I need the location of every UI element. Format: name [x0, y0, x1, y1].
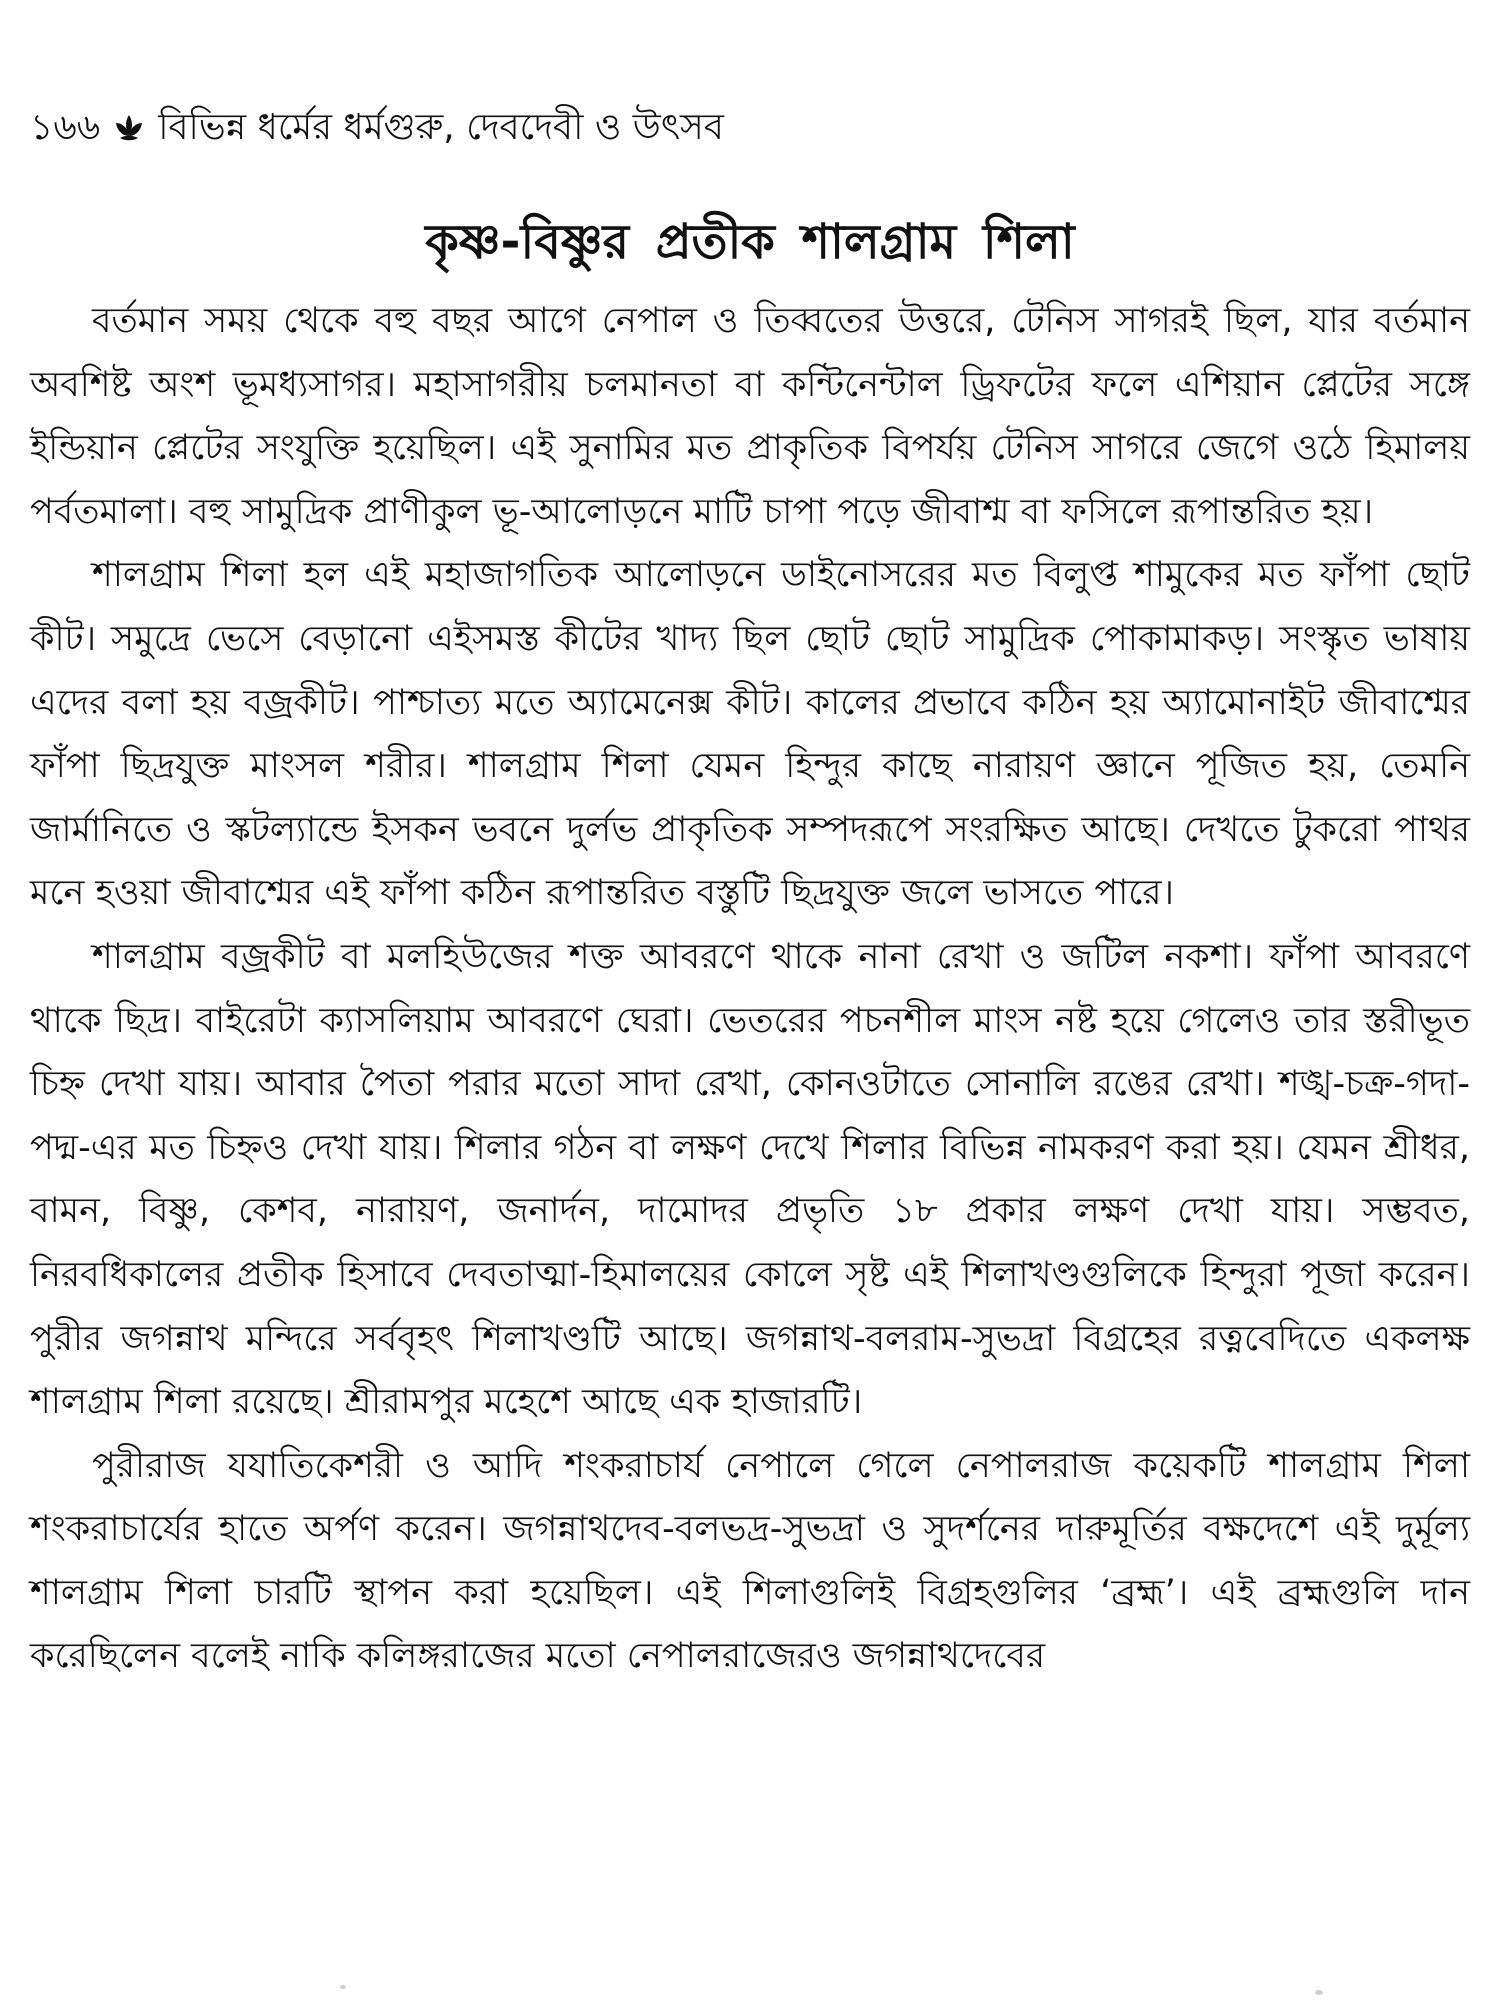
article-title: কৃষ্ণ-বিষ্ণুর প্রতীক শালগ্রাম শিলা	[425, 214, 1075, 270]
scan-smudge	[1315, 1990, 1323, 1995]
lotus-flower-icon	[112, 111, 146, 145]
running-head	[30, 100, 1470, 156]
book-title: বিভিন্ন ধর্মের ধর্মগুরু, দেবদেবী ও উৎসব	[158, 107, 724, 148]
page-number: ১৬৬	[30, 107, 101, 148]
paragraph: শালগ্রাম বজ্রকীট বা মলহিউজের শক্ত আবরণে থাকে নানা রেখা ও জটিল নকশা। ফাঁপা আবরণে থাকে ছিদ্র। বাইরেটা ক্যাসলিয়াম আবরণে ঘেরা। ভেতরের পচনশীল মাংস নষ্ট হয়ে গেলেও তার স্তরীভূত চিহ্ন দেখা যায়। আবার পৈতা পরার মতো সাদা রেখা, কোনওটাতে সোনালি রঙের রেখা। শঙ্খ-চক্র-গদা-পদ্ম-এর মত চিহ্নও দেখা যায়। শিলার গঠন বা লক্ষণ দেখে শিলার বিভিন্ন নামকরণ করা হয়। যেমন শ্রীধর, বামন, বিষ্ণু, কেশব, নারায়ণ, জনার্দন, দামোদর প্রভৃতি ১৮ প্রকার লক্ষণ দেখা যায়। সম্ভবত, নিরবধিকালের প্রতীক হিসাবে দেবতাত্মা-হিমালয়ের কোলে সৃষ্ট এই শিলাখণ্ডগুলিকে হিন্দুরা পূজা করেন। পুরীর জগন্নাথ মন্দিরে সর্ববৃহৎ শিলাখণ্ডটি আছে। জগন্নাথ-বলরাম-সুভদ্রা বিগ্রহের রত্নবেদিতে একলক্ষ শালগ্রাম শিলা রয়েছে। শ্রীরামপুর মহেশে আছে এক হাজারটি।	[30, 936, 1470, 1423]
paragraph: বর্তমান সময় থেকে বহু বছর আগে নেপাল ও তিব্বতের উত্তরে, টেনিস সাগরই ছিল, যার বর্তমান অবশিষ্ট অংশ ভূমধ্যসাগর। মহাসাগরীয় চলমানতা বা কন্টিনেন্টাল ড্রিফটের ফলে এশিয়ান প্লেটের সঙ্গে ইন্ডিয়ান প্লেটের সংযুক্তি হয়েছিল। এই সুনামির মত প্রাকৃতিক বিপর্যয় টেনিস সাগরে জেগে ওঠে হিমালয় পর্বতমালা। বহু সামুদ্রিক প্রাণীকুল ভূ-আলোড়নে মাটি চাপা পড়ে জীবাশ্ম বা ফসিলে রূপান্তরিত হয়।	[30, 301, 1470, 532]
paragraph: পুরীরাজ যযাতিকেশরী ও আদি শংকরাচার্য নেপালে গেলে নেপালরাজ কয়েকটি শালগ্রাম শিলা শংকরাচার্যের হাতে অর্পণ করেন। জগন্নাথদেব-বলভদ্র-সুভদ্রা ও সুদর্শনের দারুমূর্তির বক্ষদেশে এই দুর্মূল্য শালগ্রাম শিলা চারটি স্থাপন করা হয়েছিল। এই শিলাগুলিই বিগ্রহগুলির ‘ব্রহ্ম’। এই ব্রহ্মগুলি দান করেছিলেন বলেই নাকি কলিঙ্গরাজের মতো নেপালরাজেরও জগন্নাথদেবের	[30, 1445, 1470, 1677]
article-body	[30, 290, 1470, 1689]
paragraph: শালগ্রাম শিলা হল এই মহাজাগতিক আলোড়নে ডাইনোসরের মত বিলুপ্ত শামুকের মত ফাঁপা ছোট কীট। সমুদ্রে ভেসে বেড়ানো এইসমস্ত কীটের খাদ্য ছিল ছোট ছোট সামুদ্রিক পোকামাকড়। সংস্কৃত ভাষায় এদের বলা হয় বজ্রকীট। পাশ্চাত্য মতে অ্যামেনেক্স কীট। কালের প্রভাবে কঠিন হয় অ্যামোনাইট জীবাশ্মের ফাঁপা ছিদ্রযুক্ত মাংসল শরীর। শালগ্রাম শিলা যেমন হিন্দুর কাছে নারায়ণ জ্ঞানে পূজিত হয়, তেমনি জার্মানিতে ও স্কটল্যান্ডে ইসকন ভবনে দুর্লভ প্রাকৃতিক সম্পদরূপে সংরক্ষিত আছে। দেখতে টুকরো পাথর মনে হওয়া জীবাশ্মের এই ফাঁপা কঠিন রূপান্তরিত বস্তুটি ছিদ্রযুক্ত জলে ভাসতে পারে।	[30, 555, 1470, 914]
scan-smudge	[340, 1985, 346, 1989]
